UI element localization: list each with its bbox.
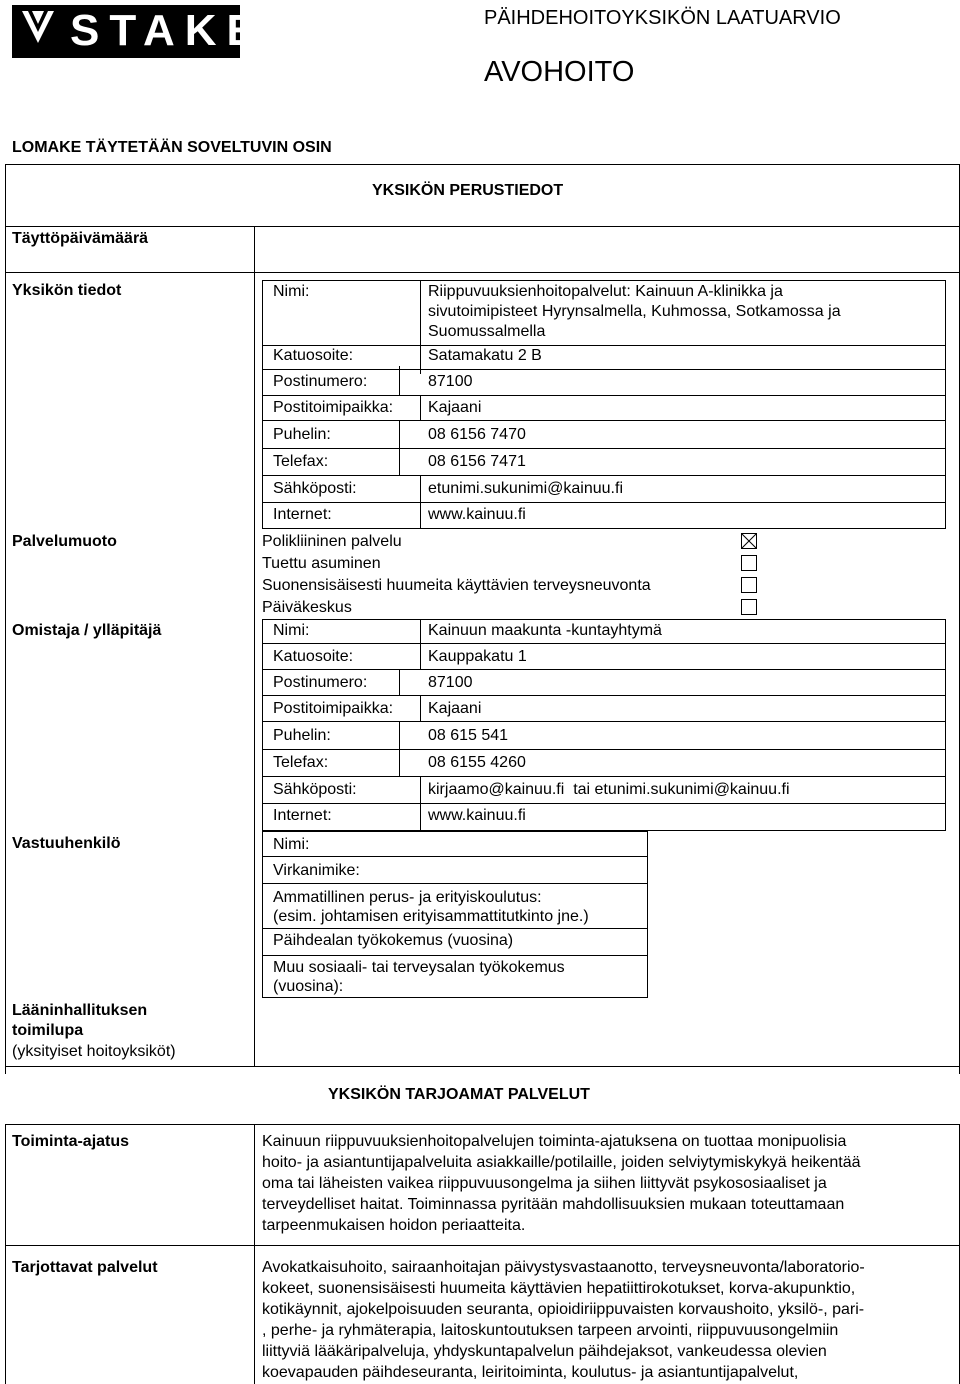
services-label-divider xyxy=(254,1124,255,1384)
unit-web-value[interactable]: www.kainuu.fi xyxy=(428,506,526,523)
unit-email-value[interactable]: etunimi.sukunimi@kainuu.fi xyxy=(428,480,623,497)
offered-line: liittyviä lääkäripalveluja, yhdyskuntapalvelun päihdejaksot, vankeudessa olevien xyxy=(262,1343,827,1360)
section-title-services: YKSIKÖN TARJOAMAT PALVELUT xyxy=(328,1086,590,1103)
label-column-divider xyxy=(254,226,255,1066)
service-form-item-label: Suonensisäisesti huumeita käyttävien terveysneuvonta xyxy=(262,577,651,594)
owner-zip-value[interactable]: 87100 xyxy=(428,674,473,691)
section-title-basic-info: YKSIKÖN PERUSTIEDOT xyxy=(372,182,564,199)
owner-grid-divider xyxy=(399,669,400,695)
unit-fax-label: Telefax: xyxy=(273,453,329,470)
stakes-logo xyxy=(12,5,306,58)
unit-city-label: Postitoimipaikka: xyxy=(273,399,394,416)
row-divider-date xyxy=(5,226,960,227)
checkbox-supported-housing[interactable] xyxy=(741,555,757,571)
checkbox-checked-mark-icon xyxy=(742,534,756,548)
owner-city-label: Postitoimipaikka: xyxy=(273,700,394,717)
unit-name-line3[interactable]: Suomussalmella xyxy=(428,323,546,340)
label-service-form: Palvelumuoto xyxy=(12,533,117,550)
logo-text: STAKES xyxy=(70,6,306,55)
owner-grid-divider xyxy=(420,619,421,669)
responsible-other-experience-label-1: Muu sosiaali- tai terveysalan työkokemus xyxy=(273,959,565,976)
unit-name-line1[interactable]: Riippuvuuksienhoitopalvelut: Kainuun A-klinikka ja xyxy=(428,283,783,300)
checkbox-outpatient[interactable] xyxy=(741,533,757,549)
service-form-item-label: Polikliininen palvelu xyxy=(262,533,402,550)
unit-street-label: Katuosoite: xyxy=(273,347,354,364)
unit-grid-rule xyxy=(262,345,946,346)
owner-grid-rule xyxy=(262,749,946,750)
responsible-name-label: Nimi: xyxy=(273,836,310,853)
owner-grid-rule xyxy=(262,776,946,777)
services-table-top xyxy=(5,1124,960,1125)
unit-grid-rule xyxy=(262,475,946,476)
service-form-item-label: Tuettu asuminen xyxy=(262,555,381,572)
owner-grid-rule xyxy=(262,669,946,670)
unit-zip-label: Postinumero: xyxy=(273,373,368,390)
unit-grid-rule xyxy=(262,369,946,370)
offered-line: kotikäynnit, ajokelpoisuuden seuranta, opioidiriippuvaisten korvaushoito, yksilö-, pari- xyxy=(262,1301,865,1318)
unit-fax-value[interactable]: 08 6156 7471 xyxy=(428,453,526,470)
unit-name-label: Nimi: xyxy=(273,283,310,300)
owner-name-value[interactable]: Kainuun maakunta -kuntayhtymä xyxy=(428,622,662,639)
offered-line: koevapauden päihdeseuranta, leiritoiminta, koulutus- ja asiantuntijapalvelut, xyxy=(262,1364,799,1381)
owner-web-label: Internet: xyxy=(273,807,332,824)
checkbox-day-center[interactable] xyxy=(741,599,757,615)
label-license-2: toimilupa xyxy=(12,1022,84,1039)
unit-street-value[interactable]: Satamakatu 2 B xyxy=(428,347,542,364)
label-mission: Toiminta-ajatus xyxy=(12,1133,130,1150)
row-divider-unit xyxy=(5,272,960,273)
checkbox-health-counseling[interactable] xyxy=(741,577,757,593)
owner-fax-value[interactable]: 08 6155 4260 xyxy=(428,754,526,771)
table-left-border xyxy=(5,164,6,1074)
mission-text[interactable] xyxy=(262,1131,952,1236)
document-subtitle: AVOHOITO xyxy=(484,56,635,88)
offered-services-text[interactable] xyxy=(262,1257,952,1383)
unit-city-value[interactable]: Kajaani xyxy=(428,399,482,416)
unit-grid-rule xyxy=(262,420,946,421)
unit-phone-label: Puhelin: xyxy=(273,426,331,443)
responsible-other-experience-label-2: (vuosina): xyxy=(273,978,344,995)
offered-line: Avokatkaisuhoito, sairaanhoitajan päivystysvastaanotto, terveysneuvonta/laboratorio- xyxy=(262,1259,865,1276)
document-title: PÄIHDEHOITOYKSIKÖN LAATUARVIO xyxy=(484,7,841,29)
responsible-title-label: Virkanimike: xyxy=(273,862,360,879)
unit-email-label: Sähköposti: xyxy=(273,480,357,497)
owner-phone-label: Puhelin: xyxy=(273,727,331,744)
unit-grid-divider xyxy=(420,395,421,420)
owner-fax-label: Telefax: xyxy=(273,754,329,771)
unit-zip-value[interactable]: 87100 xyxy=(428,373,473,390)
owner-name-label: Nimi: xyxy=(273,622,310,639)
mission-line: tarpeenmukaisen hoidon periaatteita. xyxy=(262,1217,526,1234)
owner-grid-rule xyxy=(262,695,946,696)
unit-grid-divider xyxy=(399,366,400,395)
service-form-item-label: Päiväkeskus xyxy=(262,599,352,616)
responsible-grid-rule xyxy=(262,883,648,884)
mission-line: hoito- ja asiantuntijapalveluita asiakkaille/potilaille, joiden selviytymiskykyä heikentää xyxy=(262,1154,861,1171)
mission-line: oma tai läheisten vaikea riippuvuusongelma ja siihen liittyvät psykososiaaliset ja xyxy=(262,1175,827,1192)
unit-grid-rule xyxy=(262,502,946,503)
owner-email-value[interactable]: kirjaamo@kainuu.fi tai etunimi.sukunimi@kainuu.fi xyxy=(428,781,790,798)
owner-zip-label: Postinumero: xyxy=(273,674,368,691)
form-instruction: LOMAKE TÄYTETÄÄN SOVELTUVIN OSIN xyxy=(12,139,332,156)
label-fill-date: Täyttöpäivämäärä xyxy=(12,230,149,247)
owner-web-value[interactable]: www.kainuu.fi xyxy=(428,807,526,824)
offered-line: kokeet, suonensisäisesti huumeita käyttävien hepatiittirokotukset, korva-akupunktio, xyxy=(262,1280,856,1297)
services-table-left xyxy=(5,1124,6,1384)
responsible-grid-rule xyxy=(262,955,648,956)
mission-line: terveydelliset haitat. Toiminnassa pyritään mahdollisuuksien mukaan toteuttamaan xyxy=(262,1196,845,1213)
unit-name-line2[interactable]: sivutoimipisteet Hyrynsalmella, Kuhmossa, Sotkamossa ja xyxy=(428,303,841,320)
responsible-education-label-1: Ammatillinen perus- ja erityiskoulutus: xyxy=(273,889,542,906)
unit-grid-rule xyxy=(262,395,946,396)
unit-grid-rule xyxy=(262,448,946,449)
responsible-education-label-2: (esim. johtamisen erityisammattitutkinto jne.) xyxy=(273,908,589,925)
responsible-grid-rule xyxy=(262,856,648,857)
label-license-3: (yksityiset hoitoyksiköt) xyxy=(12,1043,176,1060)
unit-web-label: Internet: xyxy=(273,506,332,523)
owner-grid-divider xyxy=(420,695,421,721)
label-responsible: Vastuuhenkilö xyxy=(12,835,121,852)
responsible-experience-label: Päihdealan työkokemus (vuosina) xyxy=(273,932,514,949)
owner-street-value[interactable]: Kauppakatu 1 xyxy=(428,648,527,665)
owner-city-value[interactable]: Kajaani xyxy=(428,700,482,717)
owner-grid-rule xyxy=(262,721,946,722)
offered-line: , perhe- ja ryhmäterapia, laitoskuntoutuksen tarpeen arvointi, riippuvuusongelmiin xyxy=(262,1322,839,1339)
label-license-1: Lääninhallituksen xyxy=(12,1002,148,1019)
row-divider-license-end xyxy=(5,1066,960,1067)
table-top-border xyxy=(5,164,960,165)
label-offered-services: Tarjottavat palvelut xyxy=(12,1259,158,1276)
label-owner: Omistaja / ylläpitäjä xyxy=(12,622,162,639)
owner-email-label: Sähköposti: xyxy=(273,781,357,798)
services-row-divider xyxy=(5,1245,960,1246)
label-unit-info: Yksikön tiedot xyxy=(12,282,122,299)
owner-phone-value[interactable]: 08 615 541 xyxy=(428,727,509,744)
unit-phone-value[interactable]: 08 6156 7470 xyxy=(428,426,526,443)
owner-street-label: Katuosoite: xyxy=(273,648,354,665)
mission-line: Kainuun riippuvuuksienhoitopalvelujen toiminta-ajatuksena on tuottaa monipuolisia xyxy=(262,1133,847,1150)
unit-grid-divider xyxy=(420,280,421,374)
owner-grid-rule xyxy=(262,643,946,644)
owner-grid-rule xyxy=(262,803,946,804)
responsible-grid-rule xyxy=(262,928,648,929)
